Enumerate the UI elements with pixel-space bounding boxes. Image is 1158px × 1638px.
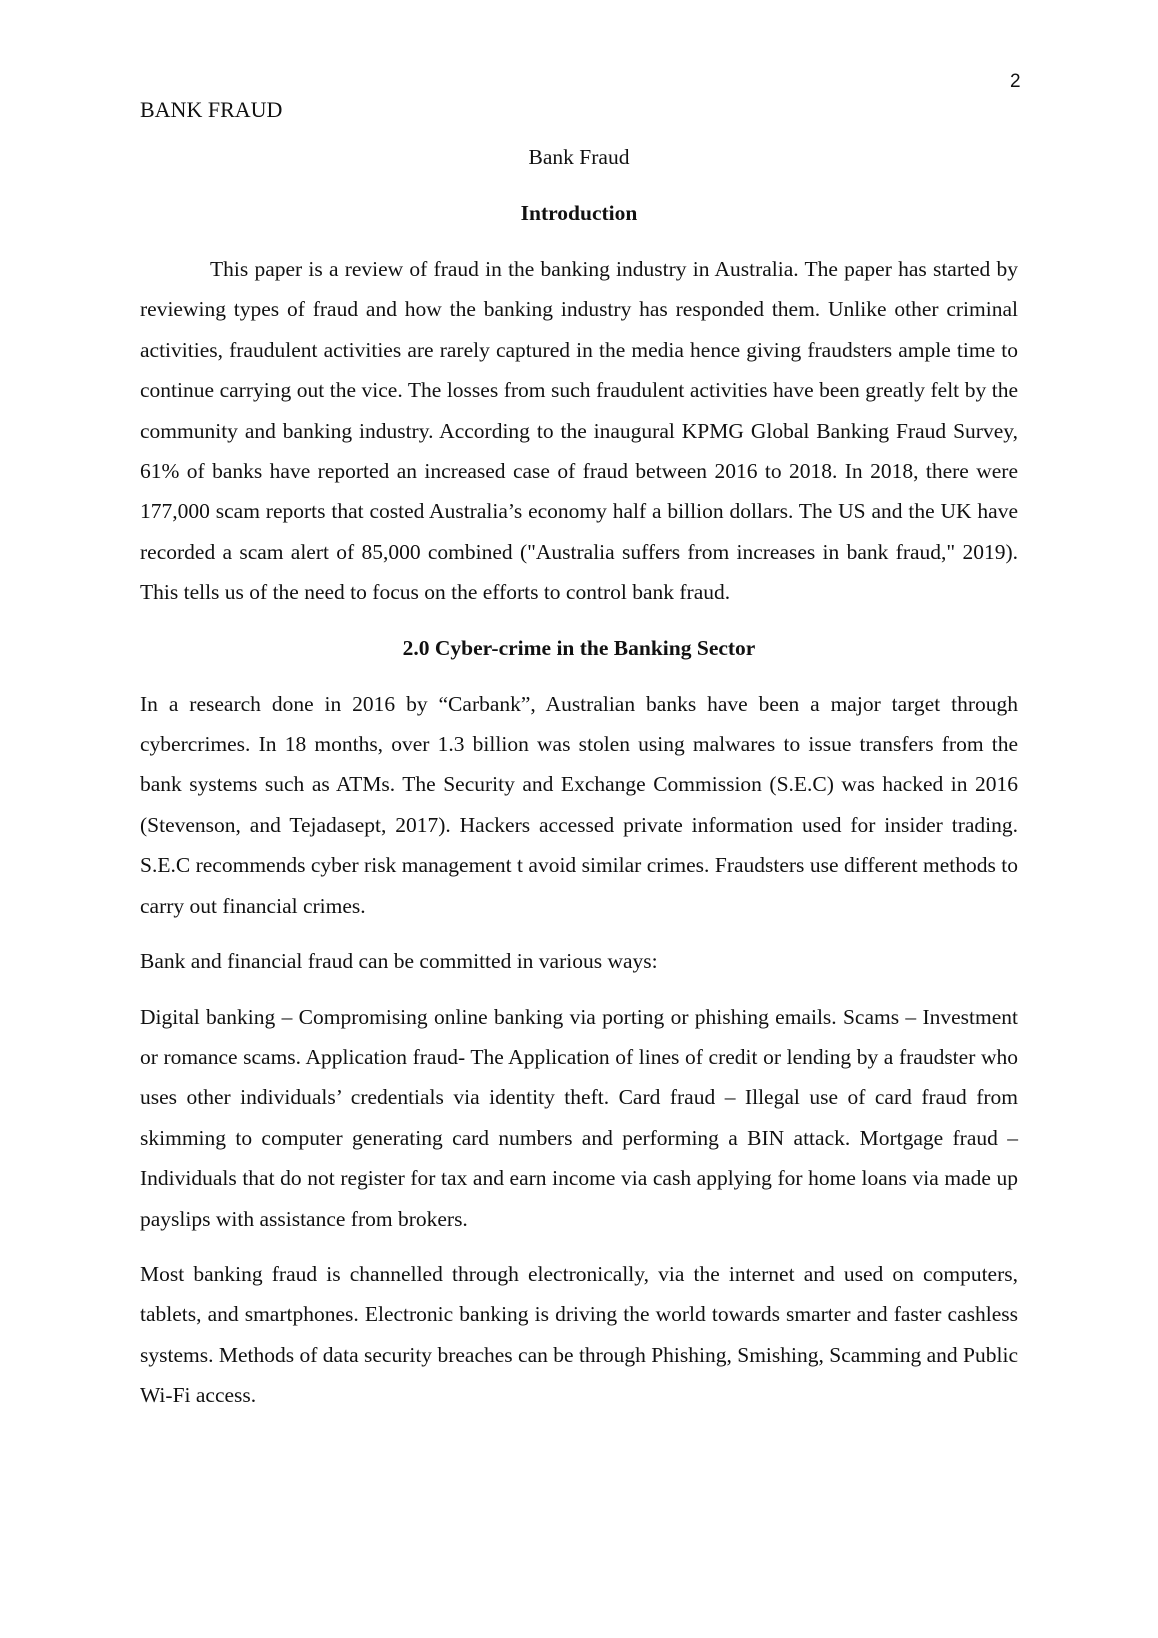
intro-paragraph: This paper is a review of fraud in the banking industry in Australia. The paper has started by reviewing types of fraud and how the banking industry has responded them. Unlike other criminal activities, fraudulent activities are rarely captured in the media hence giving fraudsters ample time to continue carrying out the vice. The losses from such fraudulent activities have been greatly felt by the community and banking industry. According to the inaugural KPMG Global Banking Fraud Survey, 61% of banks have reported an increased case of fraud between 2016 to 2018. In 2018, there were 177,000 scam reports that costed Australia’s economy half a billion dollars. The US and the UK have recorded a scam alert of 85,000 combined ("Australia suffers from increases in bank fraud," 2019). This tells us of the need to focus on the efforts to control bank fraud. [140, 257, 1018, 605]
cyber-crime-paragraph-3: Digital banking – Compromising online banking via porting or phishing emails. Scams – Investment or romance scams. Application fraud- The Application of lines of credit or lending by a fraudster who uses other individuals’ credentials via identity theft. Card fraud – Illegal use of card fraud from skimming to computer generating card numbers and performing a BIN attack. Mortgage fraud – Individuals that do not register for tax and earn income via cash applying for home loans via made up payslips with assistance from brokers. [140, 1004, 1018, 1231]
running-head: BANK FRAUD [140, 97, 283, 122]
page-number: 2 [1010, 71, 1021, 92]
cyber-crime-paragraph-1: In a research done in 2016 by “Carbank”, Australian banks have been a major target through cybercrimes. In 18 months, over 1.3 billion was stolen using malwares to issue transfers from the bank systems such as ATMs. The Security and Exchange Commission (S.E.C) was hacked in 2016 (Stevenson, and Tejadasept, 2017). Hackers accessed private information used for insider trading. S.E.C recommends cyber risk management t avoid similar crimes. Fraudsters use different methods to carry out financial crimes. [140, 691, 1018, 918]
section-heading-introduction: Introduction [520, 201, 638, 225]
cyber-crime-paragraph-2: Bank and financial fraud can be committed in various ways: [140, 949, 658, 974]
document-body [140, 137, 1018, 1416]
cyber-crime-paragraph-4: Most banking fraud is channelled through electronically, via the internet and used on computers, tablets, and smartphones. Electronic banking is driving the world towards smarter and faster cashless systems. Methods of data security breaches can be through Phishing, Smishing, Scamming and Public Wi-Fi access. [140, 1261, 1018, 1408]
document-title: Bank Fraud [528, 145, 630, 169]
section-heading-cyber-crime: 2.0 Cyber-crime in the Banking Sector [402, 635, 756, 660]
